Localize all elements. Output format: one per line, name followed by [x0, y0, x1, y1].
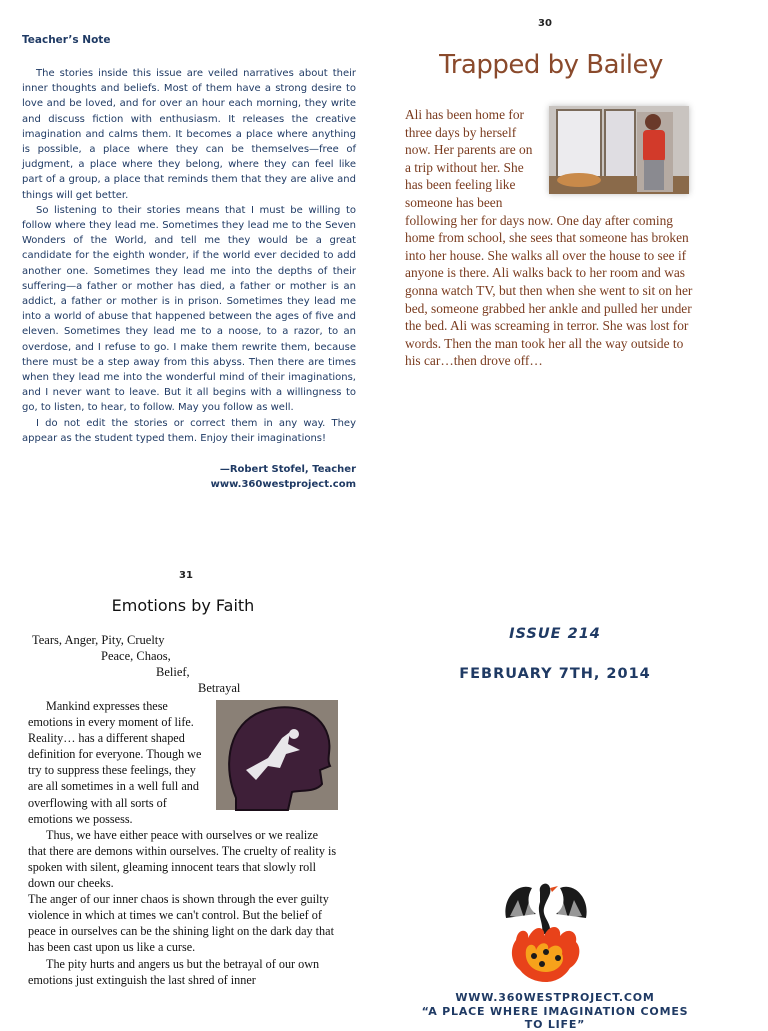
story-paragraph: The anger of our inner chaos is shown through the ever guilty violence in which at times we can't control. But the belief of peace in ourselves can be the shining light on the dark day that has been cast upon us like a curse. [28, 892, 334, 955]
teacher-note-paragraph: So listening to their stories means that I must be willing to follow where they lead me. Sometimes they lead me to the Seven Wonders of the World, and tell me they would be a great candidate for the eighth wonder, if the world ever decided to add another one. Sometimes they lead me into the depths of their suffering—a father or mother has died, a father or mother is an addict, a father or mother is in prison. Sometimes they lead me into a world of abuse that happened between the ages of five and eleven. Sometimes they lead me to a noose, to a razor, to an overdose, and I refuse to go. I make them rewrite them, because there must be a step away from this abyss. Then there are times when they lead me into the wonderful mind of their imaginations, and I never want to leave. But it all begins with a willingness to go, to listen, to hear, to follow. May you follow as well. [22, 204, 356, 414]
poem-line: Belief, [156, 665, 190, 679]
page-number: 30 [538, 18, 552, 29]
teacher-note-heading: Teacher’s Note [22, 34, 111, 46]
issue-tagline: “A PLACE WHERE IMAGINATION COMES TO LIFE” [421, 1005, 689, 1031]
story-text: Ali has been home for three days by herself now. Her parents are on a trip without her. She has been feeling like someone has been following her for days now. One day after coming home from school, she sees that someone has broken into her house. She walks all over the house to see if anyone is there. Ali walks back to her room and was gonna watch TV, but then when she went to sit on her bed, someone grabbed her ankle and pulled her under the bed. Ali was screaming in terror. She was lost for words. Then the man took her all the way outside to his car…then drove off… [405, 107, 693, 369]
head-silhouette-artwork [216, 700, 338, 810]
poem-line: Betrayal [198, 681, 241, 695]
issue-date: FEBRUARY 7TH, 2014 [459, 666, 651, 682]
page-number: 31 [179, 570, 193, 581]
poem-line: Peace, Chaos, [101, 649, 171, 663]
story-paragraph: Thus, we have either peace with ourselves or we realize that there are demons within ourselves. The cruelty of reality is spoken with silent, gleaming innocent tears that slowly roll down our cheeks. [28, 827, 337, 891]
emotions-story-section [22, 566, 338, 1024]
poem-line: Tears, Anger, Pity, Cruelty [32, 633, 165, 647]
issue-number: ISSUE 214 [509, 626, 601, 642]
falling-figure-illustration [216, 700, 338, 810]
trapped-story-section [405, 14, 697, 414]
phoenix-logo [498, 878, 594, 990]
issue-info-section [420, 600, 690, 1031]
door-scene-illustration [549, 106, 689, 194]
teacher-signature-block [22, 462, 356, 492]
teacher-note-section [22, 30, 356, 530]
teacher-note-paragraph: I do not edit the stories or correct them in any way. They appear as the student typed them. Enjoy their imaginations! [22, 417, 356, 444]
story-body [405, 106, 695, 370]
teacher-website: www.360westproject.com [210, 479, 356, 491]
poem-header [22, 632, 338, 696]
story-title: Emotions by Faith [111, 596, 255, 615]
teacher-signature: —Robert Stofel, Teacher [219, 464, 356, 476]
phoenix-icon [498, 878, 594, 990]
story-paragraph: Mankind expresses these emotions in every moment of life. Reality… has a different shaped definition for everyone. Though we try to suppress these feelings, they are all sometimes in a well full and overflowing with all sorts of emotions we possess. [28, 699, 202, 826]
story-paragraph: The pity hurts and angers us but the betrayal of our own emotions just extinguish the last shred of inner [28, 956, 320, 987]
story-body [28, 698, 338, 988]
teacher-note-paragraph: The stories inside this issue are veiled narratives about their inner thoughts and beliefs. Most of them have a strong desire to love and be loved, and for over an hour each morning, they write and discuss fiction with enthusiasm. It releases the creative imagination and calms them. It becomes a place where anything is possible, a place where they can be themselves—free of judgment, a place where they belong, where they can feel like part of a group, a place that reminds them that they are alive and things will get better. [22, 68, 356, 201]
woman-at-door-photo [549, 106, 689, 194]
issue-website: WWW.360WESTPROJECT.COM [455, 991, 655, 1004]
story-title: Trapped by Bailey [439, 50, 663, 80]
